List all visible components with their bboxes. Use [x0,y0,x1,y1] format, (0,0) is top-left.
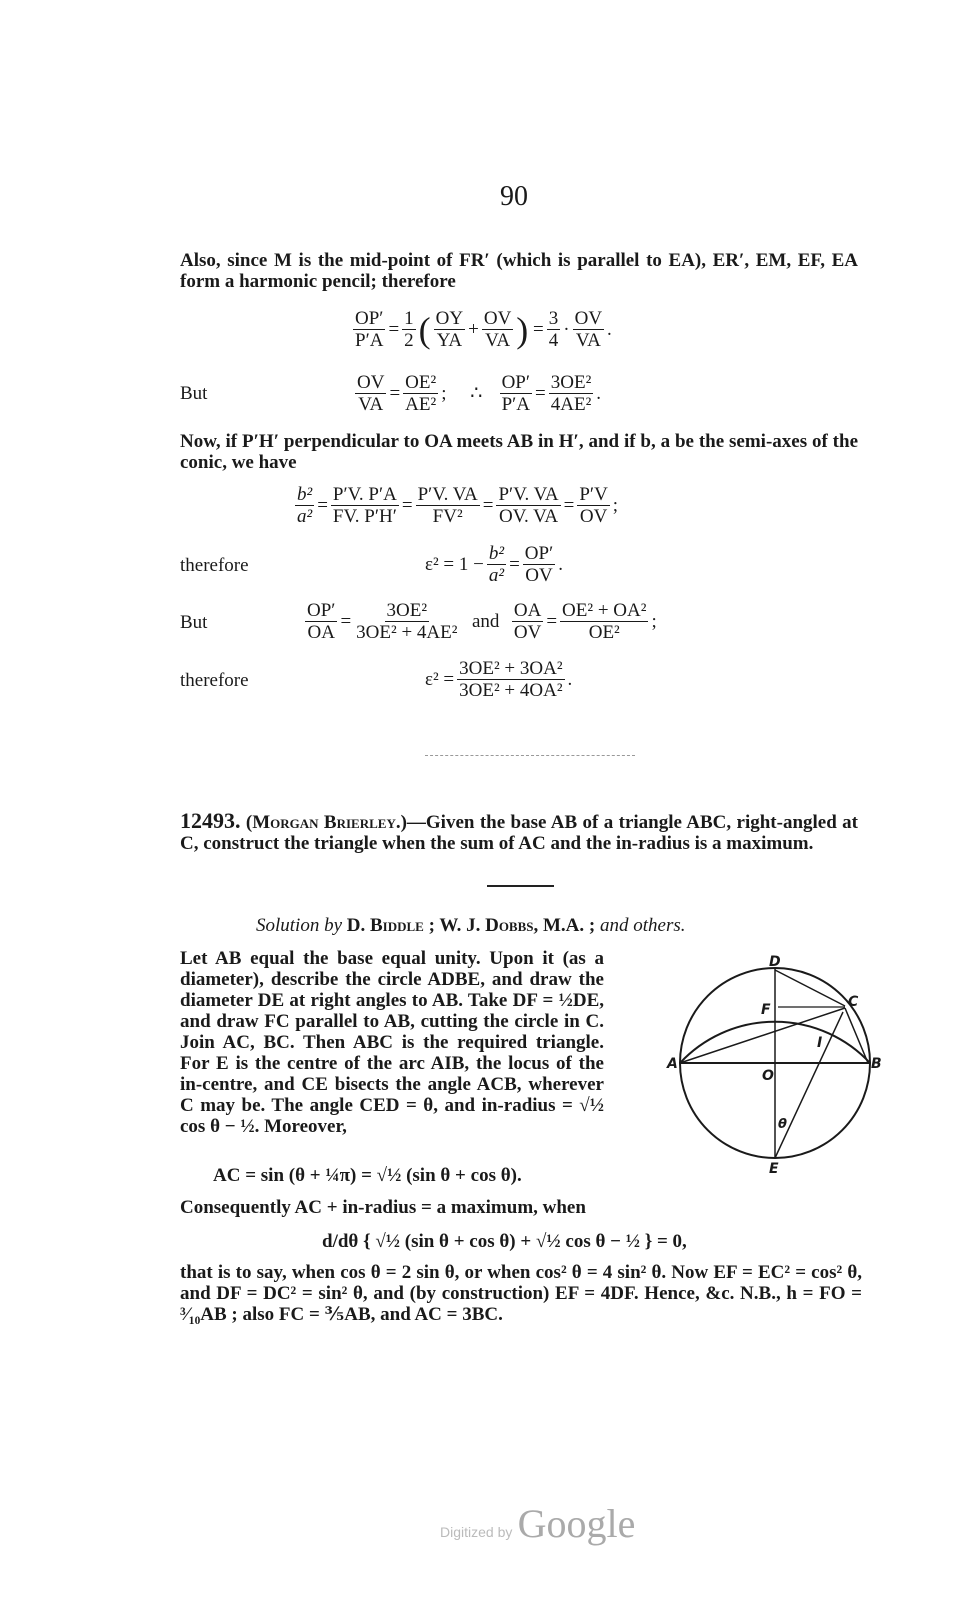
math-term: P′A [355,330,384,351]
math-term: D. Biddle ; W. J. Dobbs, M.A. ; [346,915,596,936]
math-term: P′V. VA [498,484,559,505]
math-term: OE² [405,372,437,393]
math-term: OV [513,622,542,643]
math-term: OP′ [355,308,384,329]
page-number: 90 [500,181,528,212]
math-term: Google [517,1501,636,1546]
math-term: OV. VA [498,506,559,527]
math-term: 3 [548,308,559,329]
math-term: P′V. P′A [332,484,397,505]
math-term: OV [483,308,512,329]
equation-derivative: d/dθ { √½ (sin θ + cos θ) + √½ cos θ − ½ } = 0, [322,1231,687,1252]
math-term: 4AE² [550,394,592,415]
equation-1: $\frac{OP'}{P'A}$ = $\frac{1}{2}$ ( $\frac{OY}{YA}$ + $\frac{OV}{VA}$ ) = $\frac{3}{4}$ · $\frac{OV}{VA}$ . [355,308,612,351]
math-term: 2 [404,330,414,351]
math-term: 3OE² [550,372,592,393]
math-term: OY [435,308,464,329]
solution-byline [256,915,685,936]
equation-3: $\frac{\text{b²}}{\text{a²}}$ = $\frac{P'V. P'A}{FV. P'H'}$ = $\frac{P'V. VA}{\text{FV²}}$ = $\frac{P'V. VA}{OV. VA}$ = $\frac{P'V}{OV}$ ; [297,484,619,527]
paragraph-conclusion: that is to say, when cos θ = 2 sin θ, or when cos² θ = 4 sin² θ. Now EF = EC² = cos² θ, and DF = DC² = sin² θ, and (by construction) EF = 4DF. Hence, &c. N.B., h = FO = ³⁄₁₀AB ; also FC = ⅗AB, and AC = 3BC. [180,1262,862,1325]
problem-12493 [180,810,858,854]
math-term: 3OE² + 4AE² [356,622,458,643]
math-term: OP′ [524,543,554,564]
digitized-by-google-watermark [440,1500,635,1547]
label-c: C [848,994,859,1010]
math-term: and [471,610,500,632]
math-term: VA [358,394,384,415]
label-o: O [762,1068,774,1084]
math-term: 3OE² + 4OA² [459,680,563,701]
label-theta: θ [778,1117,787,1132]
math-term: OE² [588,622,620,643]
paragraph-consequently: Consequently AC + in-radius = a maximum, when [180,1197,586,1218]
equation-5: $\frac{OP'}{OA}$ = $\frac{\text{3OE²}}{\text{3OE² + 4AE²}}$ and $\frac{OA}{OV}$ = $\frac{\text{OE² + OA²}}{\text{OE²}}$ ; [307,600,657,643]
math-term: OE² + OA² [562,600,647,621]
paragraph-construction: Let AB equal the base equal unity. Upon it (as a diameter), describe the circle ADBE, and draw the diameter DE at right angles to AB. Take DF = ½DE, and draw FC parallel to AB, cutting the circle in C. Join AC, BC. Then ABC is the required triangle. For E is the centre of the arc AIB, the locus of the in-centre, and CE bisects the angle ACB, wherever C may be. The angle CED = θ, and in-radius = √½ cos θ − ½. Moreover, [180,948,604,1137]
label-but: But [180,383,208,404]
math-term: P′V. VA [417,484,478,505]
paragraph-semi-axes: Now, if P′H′ perpendicular to OA meets AB in H′, and if b, a be the semi-axes of the conic, we have [180,431,858,473]
math-term: OV [357,372,385,393]
short-rule [487,885,554,887]
label-b: B [871,1056,882,1072]
math-term: a² [297,506,313,527]
math-term: FV² [432,506,463,527]
label-d: D [769,954,781,970]
math-term: OA [307,622,335,643]
math-term: and others. [599,915,686,936]
math-term: 3OE² [386,600,428,621]
math-term: OV [525,565,553,586]
equation-6: ε² = $\frac{\text{3OE² + 3OA²}}{\text{3OE² + 4OA²}}$ . [425,658,573,701]
paragraph-harmonic-pencil: Also, since M is the mid-point of FR′ (which is parallel to EA), ER′, EM, EF, EA form a harmonic pencil; therefore [180,250,858,292]
math-term: b² [297,484,313,505]
label-a: A [667,1056,678,1072]
math-term: VA [575,330,601,351]
label-but: But [180,612,208,633]
math-term: ε² = 1 − [425,553,484,575]
math-term: OP′ [501,372,531,393]
math-term: 4 [548,330,559,351]
math-term: ε² = [425,668,455,690]
problem-number: 12493. [180,808,241,833]
label-therefore: therefore [180,670,249,691]
math-term: P′A [501,394,531,415]
label-e: E [769,1161,779,1177]
math-term: Solution by [256,915,343,936]
label-f: F [761,1002,771,1018]
math-term: AE² [405,394,437,415]
section-separator [425,755,635,756]
math-term: ∴ [470,383,483,404]
equation-4: ε² = 1 − $\frac{\text{b²}}{\text{a²}}$ = $\frac{OP'}{OV}$ . [425,543,563,586]
math-term: b² [488,543,505,564]
problem-author: (Morgan Brierley.) [245,812,407,833]
math-term: VA [485,330,511,351]
math-term: OP′ [307,600,336,621]
math-term: 1 [404,308,414,329]
math-term: 3OE² + 3OA² [459,658,563,679]
math-term: YA [436,330,463,351]
problem-text: —Given the base AB of a triangle ABC, right-angled at C, construct the triangle when the sum of AC and the in-radius is a maximum. [180,812,858,854]
equation-ac: AC = sin (θ + ¼π) = √½ (sin θ + cos θ). [213,1165,522,1186]
math-term: OV [574,308,603,329]
math-term: OA [513,600,542,621]
line-cb [845,1008,868,1063]
math-term: FV. P′H′ [332,506,397,527]
label-i: I [817,1035,823,1051]
geometry-figure [630,920,882,1180]
math-term: OV [579,506,608,527]
line-ce [775,1012,843,1158]
equation-2: $\frac{OV}{VA}$ = $\frac{\text{OE²}}{\text{AE²}}$ ; ∴ $\frac{OP'}{P'A}$ = $\frac{\text{3OE²}}{\text{4AE²}}$ . [357,372,602,415]
math-term: a² [488,565,505,586]
math-term: P′V [579,484,608,505]
label-therefore: therefore [180,555,249,576]
math-term: Digitized by [440,1524,513,1540]
